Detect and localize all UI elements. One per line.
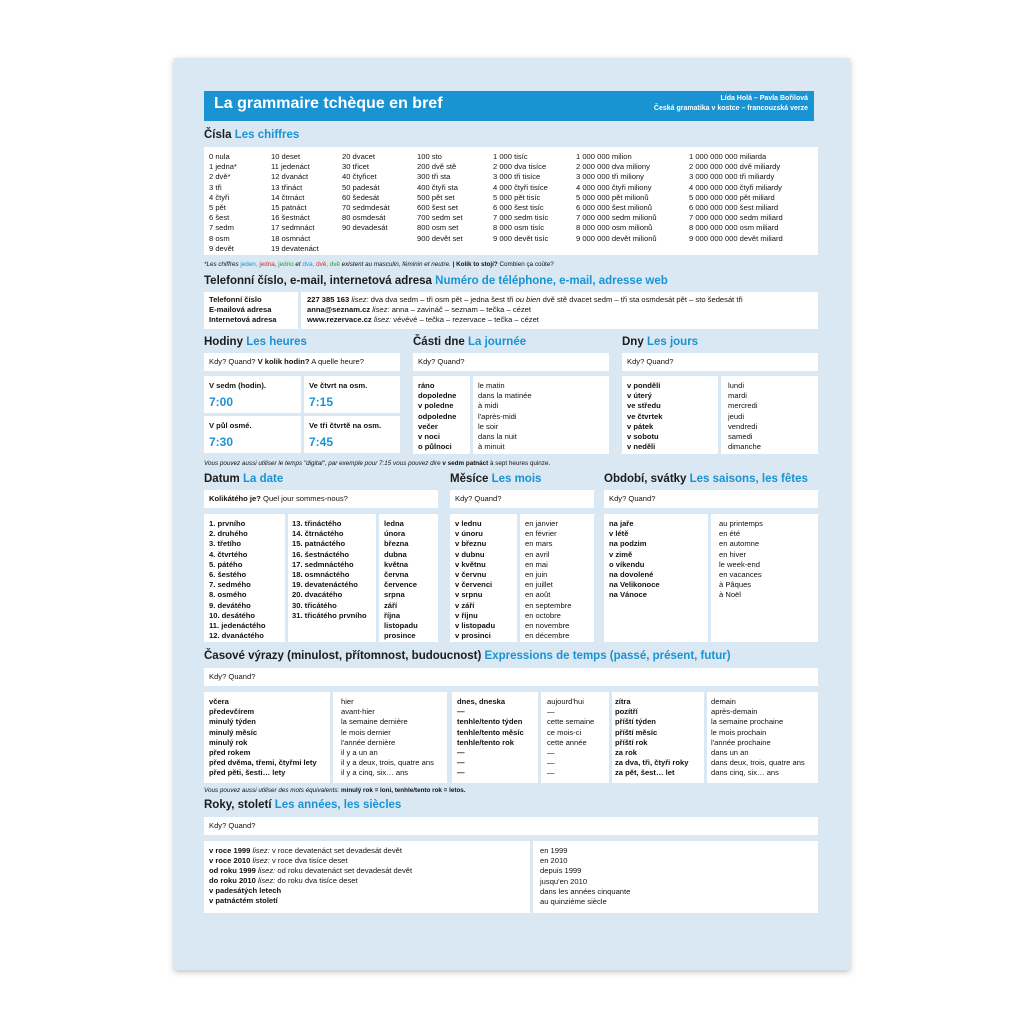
year-reading: v roce devatenáct set devadesát devět — [271, 846, 402, 855]
days-prompt: Kdy? Quand? — [627, 357, 674, 366]
date-col1-box — [204, 514, 285, 642]
lisez: lisez: — [252, 846, 270, 855]
date-ordinals-1: 1. prvního 2. druhého 3. třetího 4. čtvrtého 5. pátého 6. šestého 7. sedmého 8. osmého 9. devátého 10. desátého 11. jedenáctého 12. dvanáctého — [209, 519, 266, 641]
section-title-years — [204, 799, 401, 811]
hours-note — [204, 460, 550, 467]
phone-row — [307, 295, 743, 305]
ou-bien: ou bien — [515, 295, 541, 304]
author-names: Lída Holá – Pavla Bořilová — [720, 95, 808, 102]
past-fr-box — [333, 692, 447, 783]
section-title-dayparts — [413, 336, 526, 348]
note-dva: dva, — [302, 261, 315, 268]
title-cz: Telefonní číslo, e-mail, internetová adresa — [204, 275, 432, 287]
lisez: lisez: — [372, 305, 390, 314]
year-cz: v roce 1999 — [209, 846, 251, 855]
time-745 — [309, 421, 381, 449]
phone-reading-alt: dvě stě dvacet sedm – tři sta osmdesát pět – sto šedesát tři — [542, 295, 743, 304]
note-jeden: jeden, — [240, 261, 258, 268]
title-cz: Čísla — [204, 129, 232, 141]
hours-cell-3 — [204, 416, 301, 453]
time-digits: 7:45 — [309, 435, 334, 449]
numbers-col-billions: 1 000 000 000 miliarda 2 000 000 000 dvě miliardy 3 000 000 000 tři miliardy 4 000 000 000 čtyři miliardy 5 000 000 000 pět miliard 6 000 000 000 šest miliard 7 000 000 000 sedm miliard 8 000 000 000 osm miliard 9 000 000 000 devět miliard — [689, 152, 783, 243]
note-dve-n: dvě — [329, 261, 340, 268]
time-expr-note — [204, 787, 466, 794]
title-cz: Hodiny — [204, 336, 243, 348]
date-months-box — [379, 514, 438, 642]
dayparts-cz-box — [413, 376, 470, 454]
note-question: | Kolik to stojí? — [452, 261, 498, 268]
web-row — [307, 315, 539, 325]
time-digits: 7:00 — [209, 395, 234, 409]
hours-cell-1 — [204, 376, 301, 413]
lisez: lisez: — [373, 315, 392, 324]
future-fr-box — [707, 692, 818, 783]
sheet-title: La grammaire tchèque en bref — [214, 95, 443, 112]
section-title-days — [622, 336, 698, 348]
title-cz: Části dne — [413, 336, 465, 348]
title-fr: Les heures — [246, 336, 307, 348]
present-cz: dnes, dneska — tenhle/tento týden tenhle/tento měsíc tenhle/tento rok — — — — [457, 697, 524, 778]
time-700 — [209, 381, 266, 409]
years-prompt: Kdy? Quand? — [209, 821, 256, 830]
dayparts-fr-box — [473, 376, 609, 454]
title-fr: Expressions de temps (passé, présent, futur) — [484, 650, 731, 662]
year-reading: v roce dva tisíce deset — [271, 856, 348, 865]
title-fr: Numéro de téléphone, e-mail, adresse web — [435, 275, 668, 287]
months-fr-box — [520, 514, 594, 642]
note-text: *Les chiffres — [204, 261, 239, 268]
months-prompt: Kdy? Quand? — [455, 494, 502, 503]
years-fr: en 1999 en 2010 depuis 1999 jusqu'en 2010 dans les années cinquante au quinzième siècle — [540, 846, 631, 907]
phone-labels: Telefonní číslo E-mailová adresa Internetová adresa — [209, 295, 277, 325]
future-fr: demain après-demain la semaine prochaine le mois prochain l'année prochaine dans un an dans deux, trois, quatre ans dans cinq, six… ans — [711, 697, 805, 778]
time-730 — [209, 421, 252, 449]
prompt-fr: A quelle heure? — [311, 357, 364, 366]
section-title-date — [204, 473, 283, 485]
lisez: lisez: — [351, 295, 369, 304]
present-fr: aujourd'hui — cette semaine ce mois-ci cette année — — — — [547, 697, 595, 778]
year-reading: do roku dva tisíce deset — [277, 876, 358, 885]
phone-values-box — [301, 292, 818, 329]
note-jedno: jedno — [278, 261, 294, 268]
year-cz: do roku 2010 — [209, 876, 256, 885]
prompt-fr: Quel jour sommes-nous? — [263, 494, 348, 503]
numbers-col-millions: 1 000 000 milion 2 000 000 dva miliony 3 000 000 tři miliony 4 000 000 čtyři miliony 5 000 000 pět milionů 6 000 000 šest milionů 7 000 000 sedm milionů 8 000 000 osm milionů 9 000 000 devět milionů — [576, 152, 657, 243]
header-banner — [204, 91, 814, 121]
note-et: et — [295, 261, 301, 268]
dayparts-prompt-box — [413, 353, 609, 371]
title-cz: Časové výrazy (minulost, přítomnost, budoucnost) — [204, 650, 482, 662]
title-fr: Les saisons, les fêtes — [689, 473, 808, 485]
numbers-box — [204, 147, 818, 255]
time-text: Ve čtvrt na osm. — [309, 381, 368, 390]
time-text: V půl osmé. — [209, 421, 252, 430]
months-prompt-box — [450, 490, 594, 508]
future-cz-box — [612, 692, 704, 783]
note-question-fr: Combien ça coûte? — [499, 261, 554, 268]
days-cz-box — [622, 376, 718, 454]
email-row — [307, 305, 531, 315]
note-dve-f: dvě, — [316, 261, 328, 268]
seasons-fr: au printemps en été en automne en hiver le week-end en vacances à Pâques à Noël — [719, 519, 763, 600]
lisez: lisez: — [252, 856, 270, 865]
title-fr: Les mois — [491, 473, 542, 485]
note-bold: minulý rok = loni, tenhle/tento rok = letos. — [340, 787, 466, 794]
note-text: Vous pouvez aussi utiliser le temps "digital", par exemple pour 7:15 vous pouvez dire — [204, 460, 441, 467]
note-bold: v sedm patnáct — [442, 460, 489, 467]
years-prompt-box — [204, 817, 818, 835]
note-jedna: jedna, — [259, 261, 277, 268]
dayparts-fr: le matin dans la matinée à midi l'après-midi le soir dans la nuit à minuit — [478, 381, 532, 452]
time-text: Ve tři čtvrtě na osm. — [309, 421, 382, 430]
days-fr-box — [721, 376, 818, 454]
months-cz-box — [450, 514, 517, 642]
title-cz: Dny — [622, 336, 644, 348]
seasons-prompt-box — [604, 490, 818, 508]
section-title-hours — [204, 336, 307, 348]
title-cz: Datum — [204, 473, 240, 485]
time-digits: 7:15 — [309, 395, 334, 409]
title-fr: La date — [242, 473, 284, 485]
phone-number: 227 385 163 — [307, 295, 350, 304]
hours-prompt-box — [204, 353, 400, 371]
numbers-col-thousands: 1 000 tisíc 2 000 dva tisíce 3 000 tři tisíce 4 000 čtyři tisíce 5 000 pět tisíc 6 000 šest tisíc 7 000 sedm tisíc 8 000 osm tisíc 9 000 devět tisíc — [493, 152, 549, 243]
numbers-col-hundreds: 100 sto 200 dvě stě 300 tři sta 400 čtyři sta 500 pět set 600 šest set 700 sedm set 800 osm set 900 devět set — [417, 152, 463, 243]
section-title-months — [450, 473, 541, 485]
year-row-5: v padesátých letech — [209, 886, 282, 895]
time-expr-prompt-box — [204, 668, 818, 686]
date-prompt-box — [204, 490, 438, 508]
hours-cell-2 — [304, 376, 400, 413]
months-fr: en janvier en février en mars en avril en mai en juin en juillet en août en septembre en octobre en novembre en décembre — [525, 519, 572, 641]
prompt-kolik: V kolik hodin? — [257, 357, 310, 366]
time-text: V sedm (hodin). — [209, 381, 266, 390]
seasons-cz-box — [604, 514, 708, 642]
days-prompt-box — [622, 353, 818, 371]
title-fr: Les chiffres — [234, 129, 300, 141]
year-row-6: v patnáctém století — [209, 896, 278, 905]
year-row-3 — [209, 866, 412, 876]
title-fr: La journée — [467, 336, 527, 348]
numbers-col-teens: 10 deset 11 jedenáct 12 dvanáct 13 třináct 14 čtrnáct 15 patnáct 16 šestnáct 17 sedmnáct 18 osmnáct 19 devatenáct — [271, 152, 319, 253]
months-cz: v lednu v únoru v březnu v dubnu v květnu v červnu v červenci v srpnu v září v říjnu v listopadu v prosinci — [455, 519, 496, 641]
year-cz: v roce 2010 — [209, 856, 251, 865]
present-cz-box — [452, 692, 538, 783]
phone-labels-box — [204, 292, 298, 329]
year-row-4 — [209, 876, 358, 886]
future-cz: zítra pozítří příští týden příští měsíc příští rok za rok za dva, tři, čtyři roky za pět, šest… let — [615, 697, 689, 778]
hours-cell-4 — [304, 416, 400, 453]
section-title-time-expressions — [204, 650, 731, 662]
prompt-kdy: Kdy? Quand? — [209, 357, 256, 366]
grammar-sheet — [174, 58, 850, 970]
year-reading: od roku devatenáct set devadesát devět — [277, 866, 413, 875]
years-cz-box — [204, 841, 530, 913]
time-expr-prompt: Kdy? Quand? — [209, 672, 256, 681]
date-months-genitive: ledna února března dubna května června července srpna září října listopadu prosince — [384, 519, 418, 641]
hours-prompt — [209, 357, 364, 366]
present-fr-box — [541, 692, 609, 783]
seasons-cz: na jaře v létě na podzim v zimě o víkendu na dovolené na Velikonoce na Vánoce — [609, 519, 660, 600]
title-cz: Měsíce — [450, 473, 489, 485]
authors — [654, 94, 808, 114]
title-fr: Les années, les siècles — [274, 799, 402, 811]
note-end: à sept heures quinze. — [490, 460, 551, 467]
email-value: anna@seznam.cz — [307, 305, 371, 314]
note-rest: existent au masculin, féminin et neutre. — [341, 261, 451, 268]
dayparts-prompt: Kdy? Quand? — [418, 357, 465, 366]
time-digits: 7:30 — [209, 435, 234, 449]
past-fr: hier avant-hier la semaine dernière le mois dernier l'année dernière il y a un an il y a deux, trois, quatre ans il y a cinq, six… ans — [341, 697, 434, 778]
dayparts-cz: ráno dopoledne v poledne odpoledne večer v noci o půlnoci — [418, 381, 457, 452]
title-cz: Roky, století — [204, 799, 272, 811]
year-cz: od roku 1999 — [209, 866, 256, 875]
title-cz: Období, svátky — [604, 473, 687, 485]
numbers-col-tens: 20 dvacet 30 třicet 40 čtyřicet 50 padesát 60 šedesát 70 sedmdesát 80 osmdesát 90 devadesát — [342, 152, 390, 233]
seasons-prompt: Kdy? Quand? — [609, 494, 656, 503]
email-reading: anna – zavináč – seznam – tečka – cézet — [391, 305, 531, 314]
section-title-phone — [204, 275, 668, 287]
web-value: www.rezervace.cz — [307, 315, 372, 324]
date-col2-box — [288, 514, 376, 642]
lisez: lisez: — [257, 866, 276, 875]
years-fr-box — [533, 841, 818, 913]
edition-subtitle: Česká gramatika v kostce – francouzská verze — [653, 105, 808, 112]
numbers-note — [204, 261, 554, 268]
numbers-col-units: 0 nula 1 jedna* 2 dvě* 3 tři 4 čtyři 5 pět 6 šest 7 sedm 8 osm 9 devět — [209, 152, 237, 253]
web-reading: vévévé – tečka – rezervace – tečka – cézet — [393, 315, 539, 324]
days-cz: v pondělí v úterý ve středu ve čtvrtek v pátek v sobotu v neděli — [627, 381, 663, 452]
seasons-fr-box — [711, 514, 818, 642]
year-row-1 — [209, 846, 402, 856]
past-cz-box — [204, 692, 330, 783]
past-cz: včera předevčírem minulý týden minulý měsíc minulý rok před rokem před dvěma, třemi, čtyřmi lety před pěti, šesti… lety — [209, 697, 317, 778]
prompt-bold: Kolikátého je? — [209, 494, 261, 503]
date-prompt — [209, 494, 348, 503]
days-fr: lundi mardi mercredi jeudi vendredi samedi dimanche — [728, 381, 761, 452]
section-title-numbers — [204, 129, 299, 141]
title-fr: Les jours — [646, 336, 699, 348]
date-ordinals-2: 13. třináctého 14. čtrnáctého 15. patnáctého 16. šestnáctého 17. sedmnáctého 18. osmnáctého 19. devatenáctého 20. dvacátého 30. třicátého 31. třicátého prvního — [292, 519, 367, 620]
lisez: lisez: — [257, 876, 276, 885]
section-title-seasons — [604, 473, 808, 485]
note-text: Vous pouvez aussi utiliser des mots équivalents: — [204, 787, 340, 794]
phone-reading: dva dva sedm – tři osm pět – jedna šest tři — [370, 295, 514, 304]
year-row-2 — [209, 856, 348, 866]
time-715 — [309, 381, 367, 409]
